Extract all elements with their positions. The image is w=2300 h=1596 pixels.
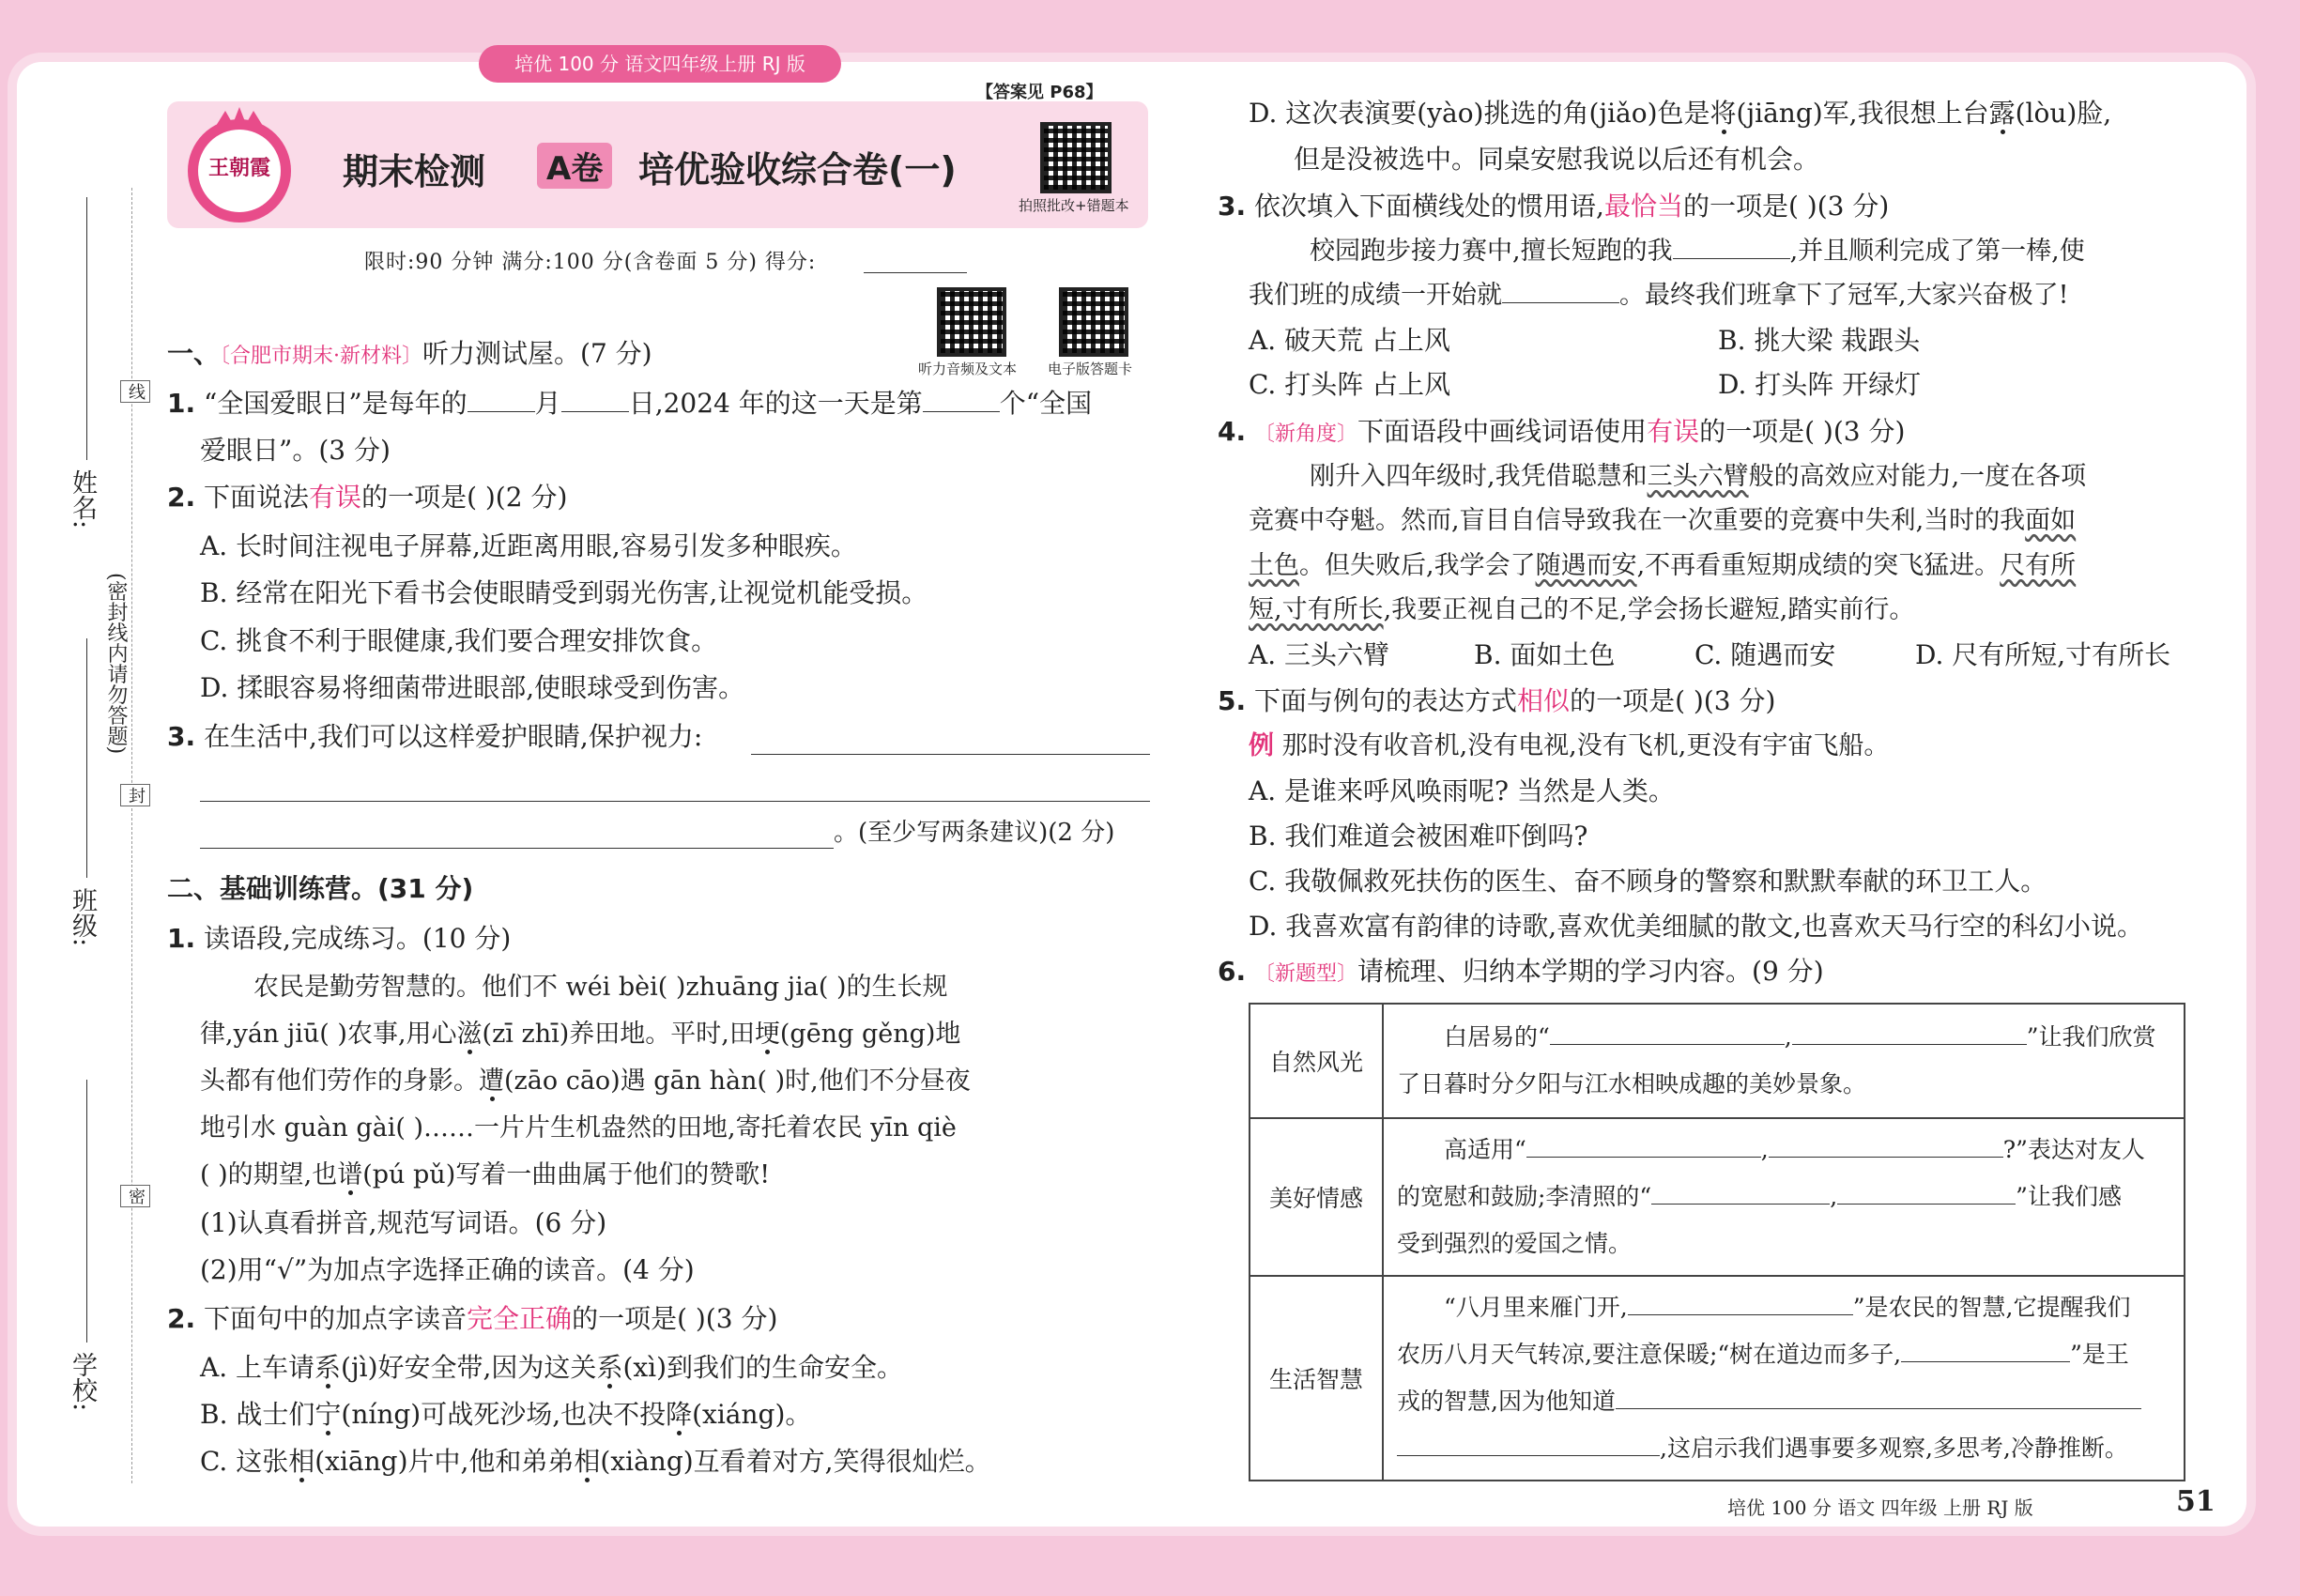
sidebar-mark-dense: 密 [120, 1185, 150, 1207]
q4-option-c: C. 随遇而安 [1694, 639, 1836, 670]
q5-option-d: D. 我喜欢富有韵律的诗歌,喜欢优美细腻的散文,也喜欢天马行空的科幻小说。 [1249, 911, 2144, 942]
top-banner: 培优 100 分 语文四年级上册 RJ 版 [479, 45, 841, 83]
answer-blank[interactable] [1616, 1380, 2141, 1409]
q3-answer-line-3[interactable] [200, 848, 834, 849]
listening-q1-cont: 爱眼日”。(3 分) [200, 435, 391, 466]
passage-line-2: 律,yán jiū( )农事,用心滋(zī zhī)养田地。平时,田埂(gēng gěng)地 [200, 1020, 961, 1049]
answer-blank[interactable] [468, 383, 535, 412]
page-number: 51 [2176, 1485, 2216, 1518]
qr-grading-icon[interactable] [1040, 122, 1112, 193]
q3-note: 。(至少写两条建议)(2 分) [834, 819, 1115, 847]
sidebar-class-label: 班级: [68, 887, 97, 947]
sidebar-mark-seal: 封 [120, 784, 150, 806]
qr-grading-caption: 拍照批改+错题本 [1019, 197, 1129, 214]
row-content-nature: 白居易的“ , ”让我们欣赏 了日暮时分夕阳与江水相映成趣的美妙景象。 [1383, 1004, 2185, 1118]
exam-meta: 限时:90 分钟 满分:100 分(含卷面 5 分) 得分: [364, 251, 817, 274]
answer-blank[interactable] [1792, 1016, 2027, 1045]
answer-blank[interactable] [1502, 274, 1619, 303]
q2-option-c: C. 挑食不利于眼健康,我们要合理安排饮食。 [200, 625, 718, 656]
basic-q4: 4. 〔新角度〕下面语段中画线词语使用有误的一项是( )(3 分) [1218, 416, 1906, 447]
basic-q2-option-c: C. 这张相(xiāng)片中,他和弟弟相(xiàng)互看着对方,笑得很灿烂。 [200, 1446, 991, 1477]
passage-line-5: ( )的期望,也谱(pú pǔ)写着一曲曲属于他们的赞歌! [200, 1160, 771, 1189]
row-content-emotion: 高适用“ , ?”表达对友人 的宽慰和鼓励;李清照的“ , ”让我们感 受到强烈的爱国之情。 [1383, 1118, 2185, 1276]
answer-blank[interactable] [1550, 1016, 1785, 1045]
basic-q1: 1. 读语段,完成练习。(10 分) [167, 923, 512, 954]
q3-option-d: D. 打头阵 开绿灯 [1718, 369, 1922, 400]
answer-blank[interactable] [923, 383, 1000, 412]
sidebar-school-line [86, 1080, 87, 1343]
paper-tag: A卷 [537, 143, 612, 189]
q4-option-d: D. 尺有所短,寸有所长 [1915, 639, 2171, 670]
logo [184, 105, 295, 225]
q3-answer-line-2[interactable] [200, 801, 1150, 802]
qr-card-caption: 电子版答题卡 [1048, 361, 1133, 377]
answer-blank[interactable] [1901, 1333, 2070, 1362]
logo-text: 王朝霞 [207, 156, 270, 180]
listening-q2: 2. 下面说法有误的一项是( )(2 分) [167, 482, 568, 513]
answer-blank[interactable] [1397, 1427, 1660, 1456]
q5-option-b: B. 我们难道会被困难吓倒吗? [1249, 821, 1588, 852]
q4-passage-2: 竞赛中夺魁。然而,盲目自信导致我在一次重要的竞赛中失利,当时的我面如 [1249, 506, 2077, 535]
basic-q2: 2. 下面句中的加点字读音完全正确的一项是( )(3 分) [167, 1303, 778, 1334]
answer-blank[interactable] [1837, 1175, 2016, 1205]
review-table [1249, 1003, 2185, 1481]
row-label-wisdom: 生活智慧 [1250, 1276, 1383, 1481]
qr-audio-icon[interactable] [937, 287, 1006, 357]
answer-ref: 【答案见 P68】 [976, 83, 1103, 102]
answer-blank[interactable] [1651, 1175, 1830, 1205]
basic-q3: 3. 依次填入下面横线处的惯用语,最恰当的一项是( )(3 分) [1218, 191, 1890, 222]
passage-line-1: 农民是勤劳智慧的。他们不 wéi bèi( )zhuāng jia( )的生长规 [253, 973, 948, 1002]
basic-q1-sub2: (2)用“√”为加点字选择正确的读音。(4 分) [200, 1254, 695, 1285]
sidebar-warning: (密封线内请勿答题) [104, 573, 128, 755]
listening-q3: 3. 在生活中,我们可以这样爱护眼睛,保护视力: [167, 721, 703, 752]
sidebar-class-line [86, 638, 87, 878]
footer-text: 培优 100 分 语文 四年级 上册 RJ 版 [1727, 1496, 2033, 1519]
sidebar-school-label: 学校: [68, 1352, 97, 1412]
basic-q2-option-b: B. 战士们宁(níng)可战死沙场,也决不投降(xiáng)。 [200, 1399, 812, 1430]
passage-line-3: 头都有他们劳作的身影。遭(zāo cāo)遇 gān hàn( )时,他们不分昼夜 [200, 1067, 971, 1096]
row-content-wisdom: “八月里来雁门开, ”是农民的智慧,它提醒我们 农历八月天气转凉,要注意保暖;“树在道边而多子, ”是王 戎的智慧,因为他知道 ,这启示我们遇事要多观察,多思考,冷静推断。 [1383, 1276, 2185, 1481]
basic-q2-option-d: D. 这次表演要(yào)挑选的角(jiǎo)色是将(jiāng)军,我很想上台露(lòu)脸, [1249, 98, 2112, 129]
basic-q6: 6. 〔新题型〕请梳理、归纳本学期的学习内容。(9 分) [1218, 956, 1824, 987]
q5-option-a: A. 是谁来呼风唤雨呢? 当然是人类。 [1249, 775, 1675, 806]
row-label-nature: 自然风光 [1250, 1004, 1383, 1118]
q3-answer-line-1[interactable] [751, 754, 1150, 755]
q5-example: 例 那时没有收音机,没有电视,没有飞机,更没有宇宙飞船。 [1249, 731, 1890, 760]
score-blank[interactable] [864, 272, 967, 273]
table-row [1250, 1004, 2185, 1118]
q4-passage-1: 刚升入四年级时,我凭借聪慧和三头六臂般的高效应对能力,一度在各项 [1310, 462, 2087, 491]
paper-title: 培优验收综合卷(一) [638, 149, 957, 191]
sidebar-name-label: 姓名: [68, 469, 97, 529]
q3-option-a: A. 破天荒 占上风 [1249, 325, 1450, 356]
basic-q2-option-a: A. 上车请系(jì)好安全带,因为这关系(xì)到我们的生命安全。 [200, 1352, 904, 1383]
q3-passage-1: 校园跑步接力赛中,擅长短跑的我 ,并且顺利完成了第一棒,使 [1310, 228, 2085, 275]
q2-option-b: B. 经常在阳光下看书会使眼睛受到弱光伤害,让视觉机能受损。 [200, 577, 928, 608]
row-label-emotion: 美好情感 [1250, 1118, 1383, 1276]
answer-blank[interactable] [1526, 1128, 1761, 1158]
q4-option-a: A. 三头六臂 [1249, 639, 1390, 670]
q3-option-b: B. 挑大梁 栽跟头 [1718, 325, 1921, 356]
table-row [1250, 1276, 2185, 1481]
passage-line-4: 地引水 guàn gài( )……一片片生机盎然的田地,寄托着农民 yīn qiè [200, 1113, 957, 1143]
sidebar-mark-line: 线 [120, 380, 150, 403]
basic-q2-option-d-cont: 但是没被选中。同桌安慰我说以后还有机会。 [1294, 144, 1820, 175]
basic-q5: 5. 下面与例句的表达方式相似的一项是( )(3 分) [1218, 685, 1776, 716]
section1-heading: 一、〔合肥市期末·新材料〕听力测试屋。(7 分) [167, 338, 652, 369]
table-row [1250, 1118, 2185, 1276]
q3-option-c: C. 打头阵 占上风 [1249, 369, 1451, 400]
q3-passage-2: 我们班的成绩一开始就 。最终我们班拿下了冠军,大家兴奋极了! [1249, 272, 2068, 319]
qr-card-icon[interactable] [1059, 287, 1128, 357]
answer-blank[interactable] [1628, 1286, 1853, 1315]
answer-blank[interactable] [1769, 1128, 2003, 1158]
section2-heading: 二、基础训练营。(31 分) [167, 873, 474, 904]
q2-option-d: D. 揉眼容易将细菌带进眼部,使眼球受到伤害。 [200, 672, 745, 703]
q4-option-b: B. 面如土色 [1474, 639, 1616, 670]
qr-audio-caption: 听力音频及文本 [918, 361, 1018, 377]
sidebar-name-line [86, 197, 87, 460]
answer-blank[interactable] [1673, 230, 1790, 259]
q5-option-c: C. 我敬佩救死扶伤的医生、奋不顾身的警察和默默奉献的环卫工人。 [1249, 866, 2047, 897]
answer-blank[interactable] [561, 383, 629, 412]
exam-name: 期末检测 [343, 151, 486, 192]
basic-q1-sub1: (1)认真看拼音,规范写词语。(6 分) [200, 1207, 607, 1238]
listening-q1: 1. “全国爱眼日”是每年的 月 日,2024 年的这一天是第 个“全国 [167, 380, 1092, 427]
q4-passage-4: 短,寸有所长,我要正视自己的不足,学会扬长避短,踏实前行。 [1249, 595, 1915, 624]
q4-passage-3: 土色。但失败后,我学会了随遇而安,不再看重短期成绩的突飞猛进。尺有所 [1249, 551, 2077, 580]
q2-option-a: A. 长时间注视电子屏幕,近距离用眼,容易引发多种眼疾。 [200, 530, 857, 561]
